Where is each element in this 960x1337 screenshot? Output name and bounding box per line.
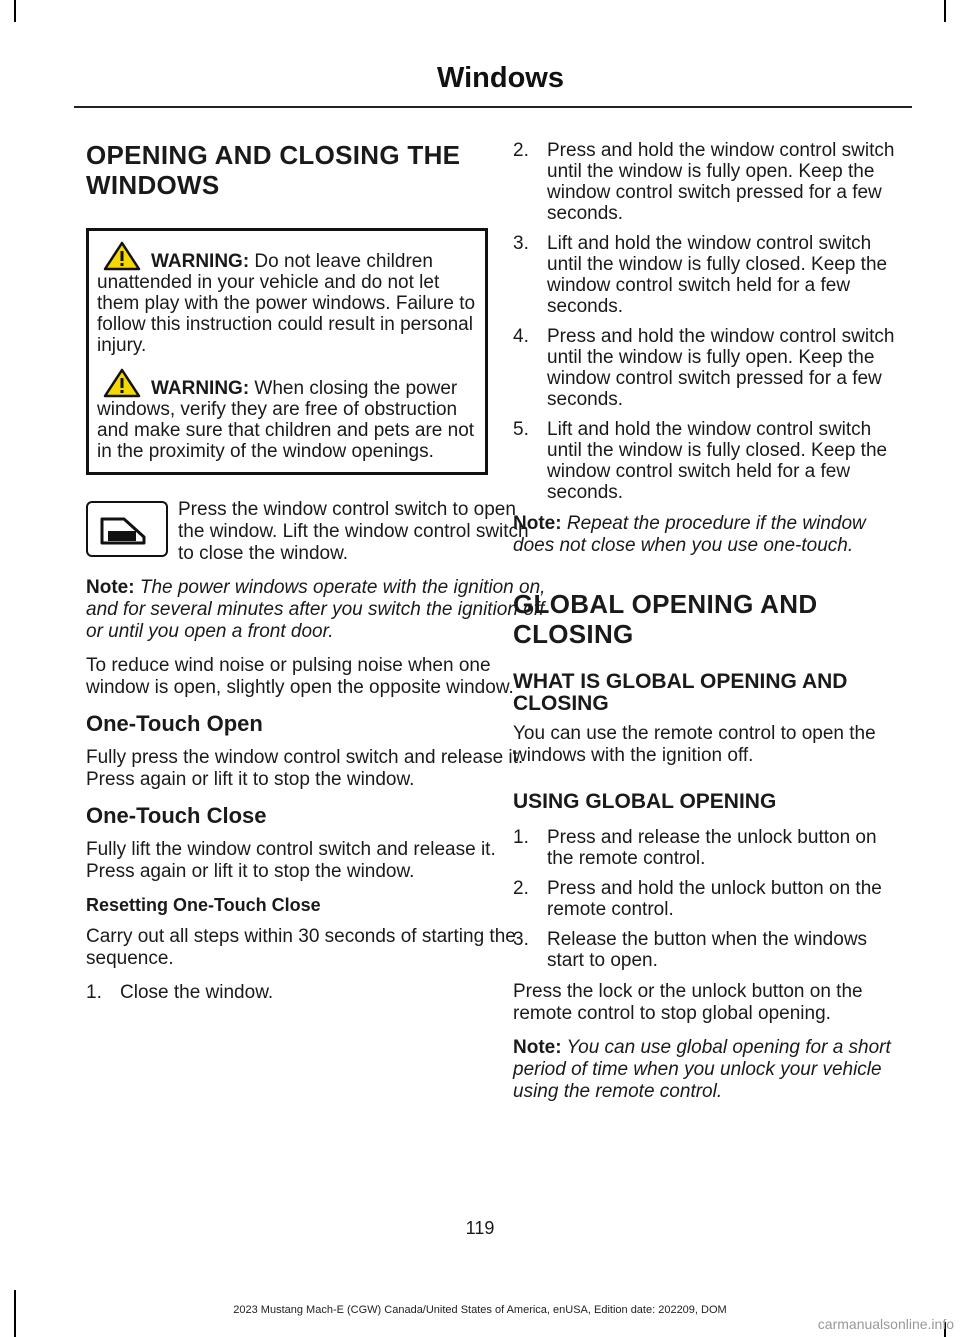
- warning-item: WARNING: Do not leave children unattended in your vehicle and do not let them play with the power windows. Failure to follow this instruction could result in personal injury.: [97, 241, 477, 356]
- warning-box: [86, 228, 488, 475]
- crop-mark: [14, 0, 16, 22]
- list-item: 1. Close the window.: [86, 982, 274, 1003]
- note-paragraph: Note: The power windows operate with the ignition on, and for several minutes after you switch the ignition off or until you open a front door.: [86, 577, 546, 642]
- global-opening-steps: [513, 827, 908, 971]
- wind-noise-paragraph: To reduce wind noise or pulsing noise when one window is open, slightly open the opposite window.: [86, 655, 514, 698]
- heading-global-opening: GLOBAL OPENING AND CLOSING: [513, 589, 818, 649]
- reset-steps-list-continued: [513, 140, 908, 503]
- one-touch-close-text: Fully lift the window control switch and release it. Press again or lift it to stop the window.: [86, 839, 496, 882]
- one-touch-open-text: Fully press the window control switch and release it. Press again or lift it to stop the window.: [86, 747, 524, 790]
- list-item: 2. Press and hold the window control switch until the window is fully open. Keep the window control switch pressed for a few seconds.: [513, 140, 895, 224]
- edition-info: 2023 Mustang Mach-E (CGW) Canada/United States of America, enUSA, Edition date: 202209, DOM: [233, 1304, 727, 1316]
- crop-mark: [944, 0, 946, 22]
- list-item: 3. Release the button when the windows start to open.: [513, 929, 868, 971]
- warning-item: WARNING: When closing the power windows, verify they are free of obstruction and make sure that children and pets are not in the proximity of the window openings.: [97, 368, 477, 462]
- warning-triangle-icon: [103, 368, 141, 398]
- note-paragraph: Note: You can use global opening for a short period of time when you unlock your vehicle using the remote control.: [513, 1037, 891, 1102]
- stop-global-text: Press the lock or the unlock button on the remote control to stop global opening.: [513, 981, 863, 1024]
- header-divider: [74, 106, 912, 108]
- section-title: Windows: [436, 62, 564, 94]
- window-switch-icon: [86, 501, 168, 557]
- resetting-heading: Resetting One-Touch Close: [86, 895, 321, 915]
- list-item: 2. Press and hold the unlock button on the remote control.: [513, 878, 882, 920]
- list-item: 3. Lift and hold the window control switch until the window is fully closed. Keep the window control switch held for a few seconds.: [513, 233, 888, 317]
- resetting-text: Carry out all steps within 30 seconds of starting the sequence.: [86, 926, 516, 969]
- left-column: [86, 140, 546, 1013]
- heading-opening-closing: OPENING AND CLOSING THE WINDOWS: [86, 140, 461, 200]
- one-touch-open-heading: One-Touch Open: [86, 711, 263, 736]
- what-is-global-heading: WHAT IS GLOBAL OPENING AND CLOSING: [513, 670, 848, 715]
- note-paragraph: Note: Repeat the procedure if the window does not close when you use one-touch.: [513, 513, 866, 556]
- what-is-global-text: You can use the remote control to open the windows with the ignition off.: [513, 723, 876, 766]
- list-item: 4. Press and hold the window control switch until the window is fully open. Keep the window control switch pressed for a few seconds.: [513, 326, 895, 410]
- using-global-heading: USING GLOBAL OPENING: [513, 790, 777, 813]
- list-item: 5. Lift and hold the window control switch until the window is fully closed. Keep the window control switch held for a few seconds.: [513, 419, 888, 503]
- one-touch-close-heading: One-Touch Close: [86, 803, 267, 828]
- right-column: [513, 140, 908, 1115]
- window-switch-paragraph: Press the window control switch to open the window. Lift the window control switch to close the window.: [86, 499, 546, 565]
- reset-steps-list: [86, 982, 546, 1003]
- warning-triangle-icon: [103, 241, 141, 271]
- list-item: 1. Press and release the unlock button on the remote control.: [513, 827, 877, 869]
- watermark: carmanualsonline.info: [817, 1316, 954, 1332]
- page-number: 119: [465, 1218, 495, 1238]
